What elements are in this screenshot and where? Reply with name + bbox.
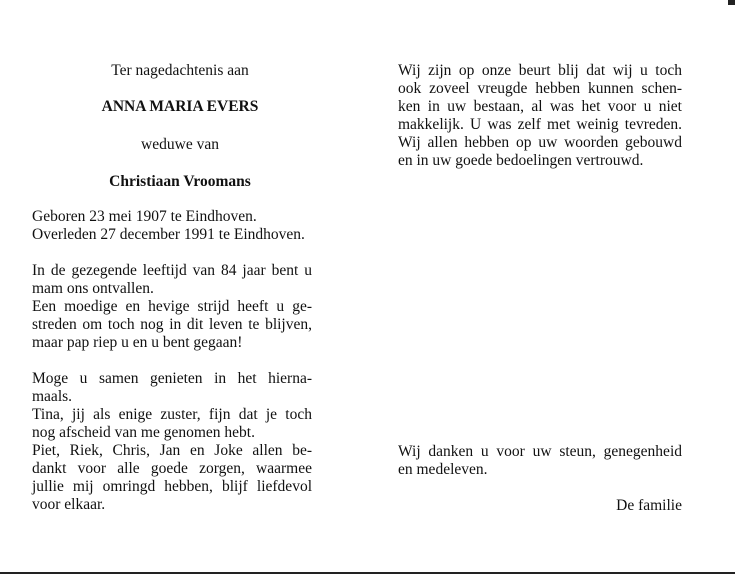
text-line: en medeleven. <box>398 461 488 478</box>
signature: De familie <box>616 497 682 514</box>
paragraph-1 <box>32 262 312 352</box>
text-line: mam ons ontvallen. <box>32 280 154 297</box>
text-line: Wij danken u voor uw steun, genegenheid <box>398 443 682 460</box>
right-paragraph-1 <box>398 62 682 170</box>
text-line: Tina, jij als enige zuster, fijn dat je toch <box>32 406 312 423</box>
text-line: ken in uw bestaan, al was het voor u niet <box>398 98 682 115</box>
text-line: Moge u samen genieten in het hierna- <box>32 370 312 387</box>
scan-corner-mark <box>728 0 735 5</box>
text-line: jullie mij omringd hebben, blijf liefdevol <box>32 478 312 495</box>
paragraph-2 <box>32 370 312 514</box>
text-line: maals. <box>32 388 73 405</box>
text-line: Een moedige en hevige strijd heeft u ge- <box>32 298 312 315</box>
text-line: Wij zijn op onze beurt blij dat wij u toch <box>398 62 682 79</box>
died-line: Overleden 27 december 1991 te Eindhoven. <box>32 226 305 243</box>
text-line: makkelijk. U was zelf met weinig tevreden. <box>398 116 682 133</box>
husband-name: Christiaan Vroomans <box>109 173 251 190</box>
widow-of-text: weduwe van <box>141 136 219 153</box>
text-line: nog afscheid van me genomen hebt. <box>32 424 255 441</box>
thanks-paragraph <box>398 443 682 479</box>
text-line: Piet, Riek, Chris, Jan en Joke allen be- <box>32 442 312 459</box>
intro-text: Ter nagedachtenis aan <box>111 62 249 79</box>
text-line: ook zoveel vreugde hebben kunnen schen- <box>398 80 682 97</box>
text-line: In de gezegende leeftijd van 84 jaar bent u <box>32 262 312 279</box>
deceased-name: ANNA MARIA EVERS <box>101 98 259 115</box>
life-dates <box>32 208 332 244</box>
text-line: streden om toch nog in dit leven te blijven, <box>32 316 312 333</box>
text-line: Wij allen hebben op uw woorden gebouwd <box>398 134 682 151</box>
born-line: Geboren 23 mei 1907 te Eindhoven. <box>32 208 257 225</box>
text-line: maar pap riep u en u bent gegaan! <box>32 334 243 351</box>
scan-edge-line <box>0 572 735 574</box>
text-line: voor elkaar. <box>32 496 106 513</box>
text-line: en in uw goede bedoelingen vertrouwd. <box>398 152 644 169</box>
text-line: dankt voor alle goede zorgen, waarmee <box>32 460 312 477</box>
